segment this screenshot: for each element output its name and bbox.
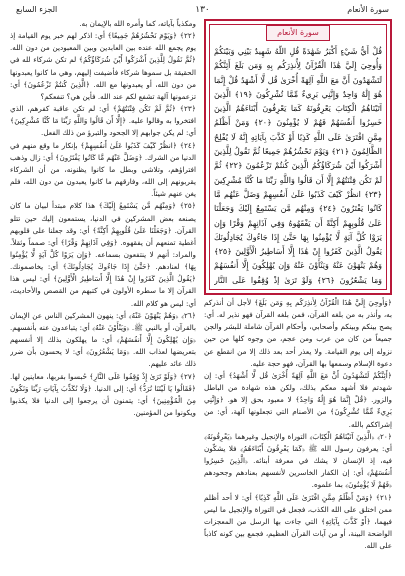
tafsir-paragraph: ﴿وَأُوحِيَ إِلَيَّ هَٰذَا الْقُرْآنُ لِأُنذِرَكُم بِهِ وَمَن بَلَغَ﴾ لأجل أن أنذركم به، وأنذر به من بلغه القرآن، فمن بلغه القرآن فهو نذير له. أي: يصح بينكم وبينكم وأصحابي، وأحكام القرآن شاملة للبشر والجن جميعاً من كان من عرب ومن عجم، من وجوه كلها من حين نزوله إلى يوم القيامة. ولا يعذر أحد بعد ذلك إلا من انقطع عن دعوة الإسلام وسمعها بها القرآن، فهو حجة عليه. xyxy=(204,298,392,368)
juz-label: الجزء السابع xyxy=(16,5,58,14)
tafsir-paragraph: ﴿٢٤﴾ ﴿انظُرْ كَيْفَ كَذَبُوا عَلَىٰ أَنفُسِهِمْ﴾ بإنكار ما وقع منهم في الدنيا من الشرك. ﴿وَضَلَّ عَنْهُم مَّا كَانُوا يَفْتَرُونَ﴾ أي: زال وذهب افتراؤهم، وتلاشى وبطل ما كانوا يظنونه، من أن الشركاء يقربونهم إلى الله، وفارقهم ما كانوا يعبدون من دون الله، فلم يغن عنهم شيئاً. xyxy=(10,140,196,199)
frame-sura-banner: سورة الأنعام xyxy=(266,25,330,41)
quran-text-frame xyxy=(204,19,392,295)
tafsir-paragraph: ومكذباً بآياته، كما وأمره الله بالإيمان به. xyxy=(79,19,196,28)
page-header xyxy=(16,2,389,18)
tafsir-paragraph: ﴿٢٠﴾ ﴿الَّذِينَ آتَيْنَاهُمُ الْكِتَابَ﴾ التوراة والإنجيل وغيرهما ﴿يَعْرِفُونَهُ﴾ أي: يعرفون رسول الله ﷺ ﴿كَمَا يَعْرِفُونَ أَبْنَاءَهُمُ﴾ فلا يشكّون فيه، إذ الإنسان لا يشك في معرفة أبنائه. ﴿الَّذِينَ خَسِرُوا أَنفُسَهُمْ﴾ أي: إن الكفار الخاسرين لأنفسهم بعنادهم وجحودهم ﴿فَهُمْ لَا يُؤْمِنُونَ﴾ بما علموه. xyxy=(204,431,392,490)
tafsir-paragraph: ﴿٢٦﴾ ﴿وَهُمْ يَنْهَوْنَ عَنْهُ﴾ أي: ينهون المشركين الناس عن الإيمان بالقرآن، أو بالنبي ﷺ. ﴿وَيَنْأَوْنَ عَنْهُ﴾ أي: يتباعدون عنه بأنفسهم. ﴿وَإِن يُهْلِكُونَ إِلَّا أَنفُسَهُمْ﴾ أي: ما يهلكون بذلك إلا أنفسهم بتعريضها لعذاب الله. ﴿وَمَا يَشْعُرُونَ﴾ أي: لا يحسون بأن ضرر ذلك عائد عليهم. xyxy=(10,310,196,369)
tafsir-left-column xyxy=(10,18,196,570)
sura-title: سورة الأنعام xyxy=(347,5,389,14)
tafsir-paragraph: ﴿٢٢﴾ ﴿وَيَوْمَ نَحْشُرُهُمْ جَمِيعًا﴾ أي: اذكر لهم خبر يوم القيامة إذ يوم يجمع الله عنده بين العابدين وبين المعبودين من دون الله. ﴿ثُمَّ نَقُولُ لِلَّذِينَ أَشْرَكُوا أَيْنَ شُرَكَاؤُكُمُ﴾ لم تكن شركاء لله في الحقيقة بل سموها شركاء فأضيفت إليهم، وهي ما كانوا يعبدونها من دون الله، أو يعبدونها مع الله. ﴿الَّذِينَ كُنتُمْ تَزْعُمُونَ﴾ أي: تزعمونها آلهة تشفع لكم عند الله. فأين هي؟ تنفعكم؟ xyxy=(10,31,196,101)
page-number: ١٣٠ xyxy=(195,5,210,15)
tafsir-paragraph: ﴿٢١﴾ ﴿وَمَنْ أَظْلَمُ مِمَّنِ افْتَرَىٰ عَلَى اللَّهِ كَذِبًا﴾ أي: لا أحد أظلم ممن اختلق على الله الكذب، فجعل في التوراة والإنجيل ما ليس فيهما، ﴿أَوْ كَذَّبَ بِآيَاتِهِ﴾ التي جاءت بها الرسل من المعجزات الواضحة البينة، أو من آيات القرآن العظيم، فجمع بين كونه كاذباً على الله. xyxy=(204,492,392,551)
tafsir-right-column xyxy=(204,297,392,570)
tafsir-paragraph: ﴿٢٣﴾ ﴿ثُمَّ لَمْ تَكُن فِتْنَتُهُمْ﴾ أي: لم تكن عاقبة كفرهم، الذي افتخروا به وقالوا عليه. ﴿إِلَّا أَن قَالُوا وَاللَّهِ رَبِّنَا مَا كُنَّا مُشْرِكِينَ﴾ أي: لم يكن جوابهم إلا الجحود والتبرؤ من ذلك الفعل. xyxy=(10,104,196,138)
tafsir-paragraph: ﴿٢٧﴾ ﴿وَلَوْ تَرَىٰ إِذْ وُقِفُوا عَلَى النَّارِ﴾ حُبسوا بقربها، معاينين لها. ﴿فَقَالُوا يَا لَيْتَنَا نُرَدُّ﴾ أي: إلى الدنيا. ﴿وَلَا نُكَذِّبَ بِآيَاتِ رَبِّنَا وَنَكُونَ مِنَ الْمُؤْمِنِينَ﴾ أي: يتمنون أن يرجعوا إلى الدنيا فلا يكذبوا ويكونوا من المؤمنين. xyxy=(10,371,196,417)
quran-verses: قُلْ أَيُّ شَيْءٍ أَكْبَرُ شَهَٰدَةً قُلِ اللَّهُ شَهِيدٌ بَيْنِي وَبَيْنَكُمْ وَأُوحِيَ إِلَيَّ هَٰذَا الْقُرْآنُ لِأُنذِرَكُم بِهِ وَمَن بَلَغَ أَئِنَّكُمْ لَتَشْهَدُونَ أَنَّ مَعَ اللَّهِ آلِهَةً أُخْرَىٰ قُل لَّا أَشْهَدُ قُلْ إِنَّمَا هُوَ إِلَٰهٌ وَاحِدٌ وَإِنَّنِي بَرِيءٌ مِّمَّا تُشْرِكُونَ ﴿١٩﴾ الَّذِينَ آتَيْنَاهُمُ الْكِتَابَ يَعْرِفُونَهُ كَمَا يَعْرِفُونَ أَبْنَاءَهُمُ الَّذِينَ خَسِرُوا أَنفُسَهُمْ فَهُمْ لَا يُؤْمِنُونَ ﴿٢٠﴾ وَمَنْ أَظْلَمُ مِمَّنِ افْتَرَىٰ عَلَى اللَّهِ كَذِبًا أَوْ كَذَّبَ بِآيَاتِهِ إِنَّهُ لَا يُفْلِحُ الظَّالِمُونَ ﴿٢١﴾ وَيَوْمَ نَحْشُرُهُمْ جَمِيعًا ثُمَّ نَقُولُ لِلَّذِينَ أَشْرَكُوا أَيْنَ شُرَكَاؤُكُمُ الَّذِينَ كُنتُمْ تَزْعُمُونَ ﴿٢٢﴾ ثُمَّ لَمْ تَكُن فِتْنَتُهُمْ إِلَّا أَن قَالُوا وَاللَّهِ رَبِّنَا مَا كُنَّا مُشْرِكِينَ ﴿٢٣﴾ انظُرْ كَيْفَ كَذَبُوا عَلَىٰ أَنفُسِهِمْ وَضَلَّ عَنْهُم مَّا كَانُوا يَفْتَرُونَ ﴿٢٤﴾ وَمِنْهُم مَّن يَسْتَمِعُ إِلَيْكَ وَجَعَلْنَا عَلَىٰ قُلُوبِهِمْ أَكِنَّةً أَن يَفْقَهُوهُ وَفِي آذَانِهِمْ وَقْرًا وَإِن يَرَوْا كُلَّ آيَةٍ لَّا يُؤْمِنُوا بِهَا حَتَّىٰ إِذَا جَاءُوكَ يُجَادِلُونَكَ يَقُولُ الَّذِينَ كَفَرُوا إِنْ هَٰذَا إِلَّا أَسَاطِيرُ الْأَوَّلِينَ ﴿٢٥﴾ وَهُمْ يَنْهَوْنَ عَنْهُ وَيَنْأَوْنَ عَنْهُ وَإِن يُهْلِكُونَ إِلَّا أَنفُسَهُمْ وَمَا يَشْعُرُونَ ﴿٢٦﴾ وَلَوْ تَرَىٰ إِذْ وُقِفُوا عَلَى النَّارِ xyxy=(214,47,382,285)
tafsir-paragraph: ﴿أَئِنَّكُمْ لَتَشْهَدُونَ أَنَّ مَعَ اللَّهِ آلِهَةً أُخْرَىٰ قُل لَّا أَشْهَدُ﴾ أي: إن شهدتم فلا أشهد معكم بذلك، ولكن هذه شهادة من الباطل والزور. ﴿قُلْ إِنَّمَا هُوَ إِلَٰهٌ وَاحِدٌ﴾ لا معبود بحق إلا هو. ﴿وَإِنَّنِي بَرِيءٌ مِّمَّا تُشْرِكُونَ﴾ من الأصنام التي تجعلونها آلهة، أي: من إشراككم بالله. xyxy=(204,370,392,429)
tafsir-paragraph: ﴿٢٥﴾ ﴿وَمِنْهُم مَّن يَسْتَمِعُ إِلَيْكَ﴾ هذا كلام مبتدأ لبيان ما كان يصنعه بعض المشركين في الدنيا، يستمعون إليك حين تتلو القرآن. ﴿وَجَعَلْنَا عَلَىٰ قُلُوبِهِمْ أَكِنَّةً﴾ أي: وقد جعلنا على قلوبهم أغطية تمنعهم أن يفقهوه. ﴿وَفِي آذَانِهِمْ وَقْرًا﴾ أي: صمماً وثقلاً. والمراد: أنهم لا ينتفعون بسماعه. ﴿وَإِن يَرَوْا كُلَّ آيَةٍ لَّا يُؤْمِنُوا بِهَا﴾ لعنادهم. ﴿حَتَّىٰ إِذَا جَاءُوكَ يُجَادِلُونَكَ﴾ أي: يخاصمونك. ﴿يَقُولُ الَّذِينَ كَفَرُوا إِنْ هَٰذَا إِلَّا أَسَاطِيرُ الْأَوَّلِينَ﴾ أي: ليس هذا القرآن إلا ما سطره الأولون في كتبهم من القصص والأحاديث، أي: ليس هو كلام الله. xyxy=(10,201,196,308)
